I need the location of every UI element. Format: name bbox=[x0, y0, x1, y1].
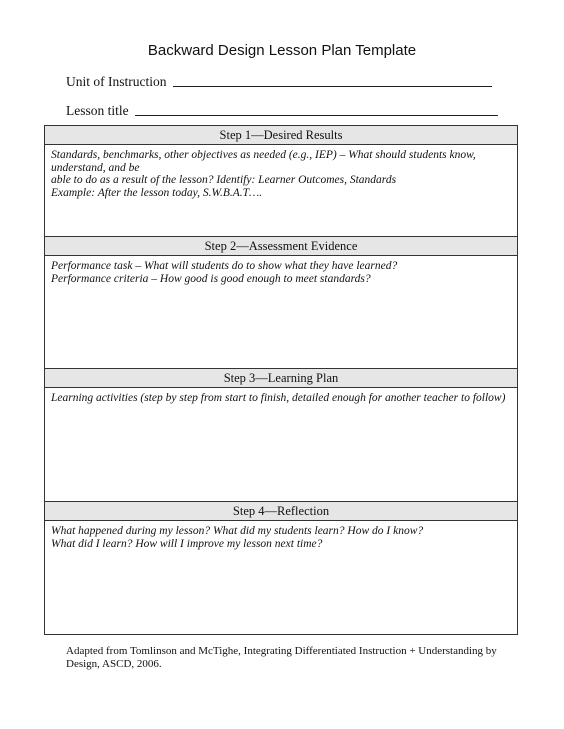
step-3-header: Step 3—Learning Plan bbox=[45, 369, 517, 388]
footer-citation: Adapted from Tomlinson and McTighe, Integrating Differentiated Instruction + Understanding by Design, ASCD, 2006. bbox=[66, 645, 497, 670]
unit-of-instruction-field bbox=[66, 72, 492, 90]
lesson-title-line[interactable] bbox=[135, 101, 498, 116]
lesson-title-label: Lesson title bbox=[66, 103, 129, 118]
step-2-line: Performance criteria – How good is good enough to meet standards? bbox=[51, 272, 371, 285]
step-4-line: What happened during my lesson? What did my students learn? How do I know? bbox=[51, 525, 424, 537]
step-1-line: able to do as a result of the lesson? Identify: Learner Outcomes, Standards bbox=[51, 174, 397, 186]
step-2-line: Performance task – What will students do to show what they have learned? bbox=[51, 260, 398, 272]
step-4-line: What did I learn? How will I improve my lesson next time? bbox=[51, 537, 323, 550]
step-2-header: Step 2—Assessment Evidence bbox=[45, 237, 517, 256]
step-1-line: Example: After the lesson today, S.W.B.A.T…. bbox=[51, 186, 263, 199]
page-title: Backward Design Lesson Plan Template bbox=[147, 42, 417, 59]
step-1-line: Standards, benchmarks, other objectives as needed (e.g., IEP) – What should students know, understand, and be bbox=[51, 149, 476, 174]
step-1-header: Step 1—Desired Results bbox=[45, 126, 517, 145]
step-1-body[interactable] bbox=[45, 145, 517, 237]
step-2-body[interactable] bbox=[45, 256, 517, 369]
unit-of-instruction-label: Unit of Instruction bbox=[66, 74, 167, 89]
step-4-header: Step 4—Reflection bbox=[45, 502, 517, 521]
step-4-body[interactable] bbox=[45, 521, 517, 634]
unit-of-instruction-line[interactable] bbox=[173, 72, 493, 87]
step-3-body[interactable] bbox=[45, 388, 517, 502]
step-3-line: Learning activities (step by step from start to finish, detailed enough for another teacher to follow) bbox=[51, 392, 506, 404]
lesson-title-field bbox=[66, 101, 498, 119]
lesson-plan-table bbox=[44, 125, 518, 635]
